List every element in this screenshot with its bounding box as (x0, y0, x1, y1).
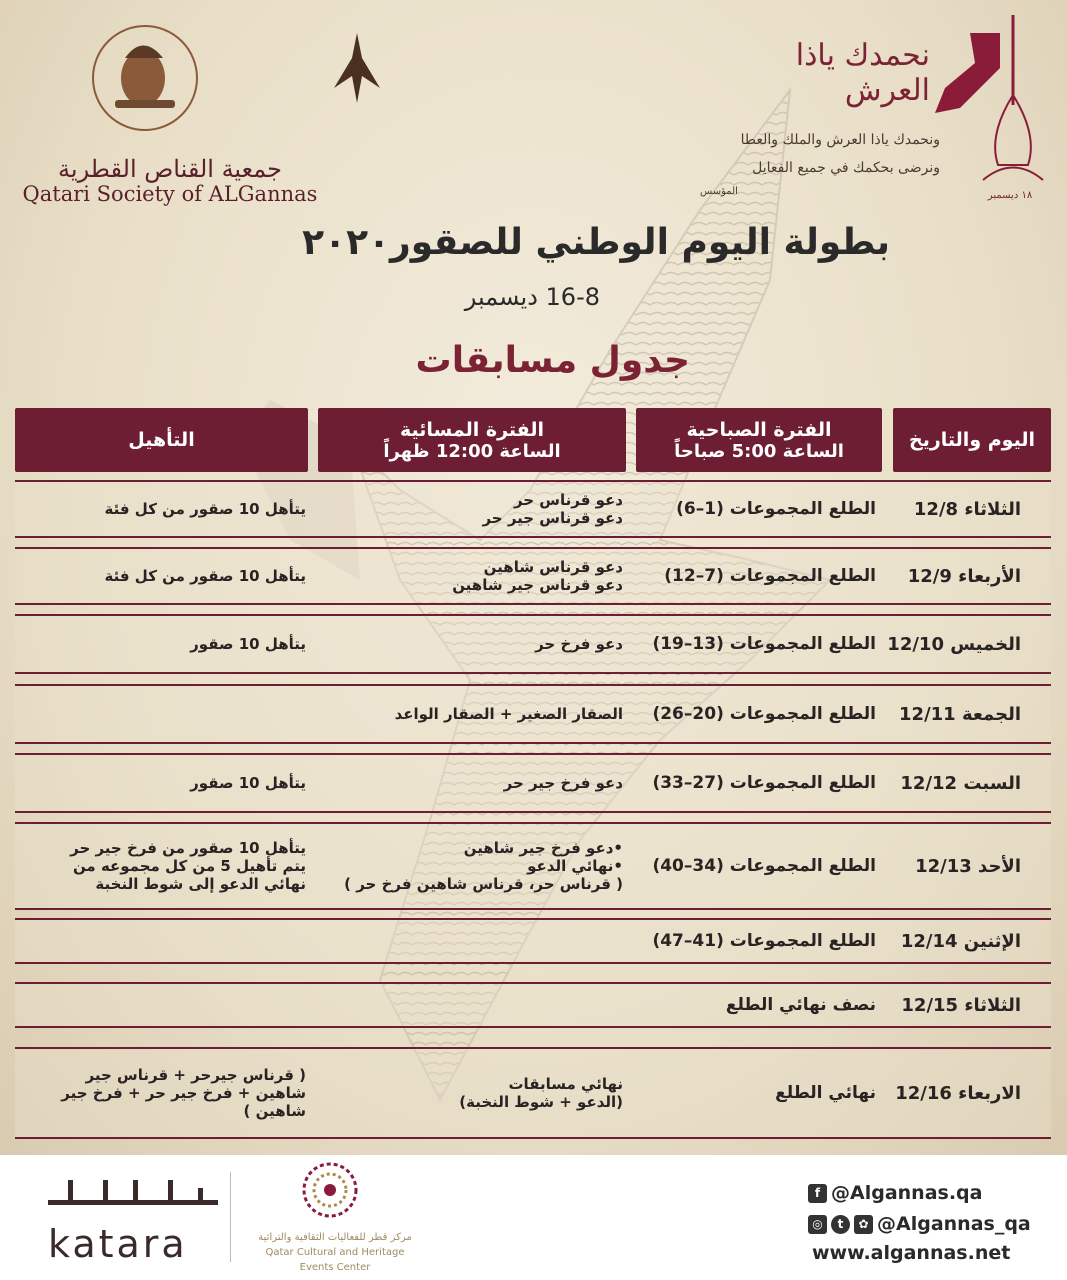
row-evening-line: دعو قرناس جير حر (482, 509, 623, 527)
row-evening-line: (الدعو + شوط النخبة) (459, 1093, 623, 1111)
header-evening-time: الساعة 12:00 ظهراً (383, 440, 561, 462)
date-range: 16-8 ديسمبر (464, 283, 600, 311)
row-morning: نهائي الطلع (775, 1083, 876, 1103)
table-row (15, 547, 1051, 605)
header-morning-label: الفترة الصباحية (686, 418, 832, 441)
qch-name-en-line2: Events Center (299, 1262, 371, 1273)
row-morning: الطلع المجموعات (34–40) (652, 856, 876, 876)
table-row (15, 684, 1051, 744)
row-qualification-line: يتأهل 10 صقور من كل فئة (104, 500, 306, 518)
footer-divider (230, 1172, 231, 1262)
row-day: الثلاثاء 12/15 (901, 994, 1021, 1016)
header-morning-time: الساعة 5:00 صباحاً (674, 440, 844, 462)
row-morning: الطلع المجموعات (27–33) (652, 773, 876, 793)
row-morning: الطلع المجموعات (41–47) (652, 931, 876, 951)
row-morning: الطلع المجموعات (7–12) (664, 566, 876, 586)
row-day: الاربعاء 12/16 (895, 1082, 1021, 1104)
row-day: السبت 12/12 (900, 772, 1021, 794)
algannas-logo-icon (85, 8, 205, 148)
flying-falcon-icon (332, 28, 382, 108)
row-evening-line: •دعو فرخ جير شاهين (463, 839, 623, 857)
row-day: الأربعاء 12/9 (907, 565, 1021, 587)
row-evening-line: دعو قرناس شاهين (483, 558, 623, 576)
row-evening (343, 480, 623, 538)
header-day-label: اليوم والتاريخ (909, 429, 1035, 451)
row-evening-line: الصقار الصغير + الصقار الواعد (394, 705, 623, 723)
row-evening (343, 614, 623, 674)
header-day-date (893, 408, 1051, 472)
championship-title: بطولة اليوم الوطني للصقور٢٠٢٠ (302, 222, 890, 263)
katara-arabic-logo-icon (48, 1178, 218, 1212)
row-morning: الطلع المجموعات (13–19) (652, 634, 876, 654)
facebook-icon: f (808, 1184, 827, 1203)
row-evening-line: دعو فرخ حر (535, 635, 623, 653)
row-evening-line: ( قرناس حر، قرناس شاهين فرخ حر ) (344, 875, 623, 893)
row-qualification (21, 982, 306, 1028)
row-qualification (21, 1047, 306, 1139)
national-day-slogan: نحمدك ياذا العرش (795, 38, 930, 108)
row-qualification (21, 822, 306, 910)
row-qualification-line: يتأهل 10 صقور (190, 635, 306, 653)
row-qualification-line: نهائي الدعو إلى شوط النخبة (95, 875, 306, 893)
row-evening (343, 1047, 623, 1139)
society-name-ar: جمعية القناص القطرية (58, 155, 282, 183)
website-text: www.algannas.net (812, 1242, 1011, 1264)
header-qualification (15, 408, 308, 472)
facebook-handle[interactable] (808, 1182, 982, 1204)
row-qualification (21, 753, 306, 813)
row-evening-line: دعو قرناس جير شاهين (452, 576, 623, 594)
snapchat-icon: ✿ (854, 1215, 873, 1234)
row-day: الإثنين 12/14 (900, 930, 1021, 952)
row-evening-line: دعو فرخ جير حر (503, 774, 623, 792)
schedule-title: جدول مسابقات (415, 340, 690, 381)
poem-signature: المؤسس (700, 186, 738, 197)
row-qualification-line: يتم تأهيل 5 من كل مجموعه من (72, 857, 306, 875)
table-row (15, 480, 1051, 538)
row-evening-line: دعو قرناس حر (513, 491, 623, 509)
table-row (15, 918, 1051, 964)
row-evening (343, 982, 623, 1028)
row-qualification-line: شاهين ) (243, 1102, 306, 1120)
table-row (15, 982, 1051, 1028)
society-name-en: Qatari Society of ALGannas (22, 182, 318, 206)
header-evening (318, 408, 626, 472)
row-evening (343, 918, 623, 964)
poem-line-1: ونحمدك ياذا العرش والملك والعطا (740, 132, 940, 148)
instagram-icon: ◎ (808, 1215, 827, 1234)
table-row (15, 1047, 1051, 1139)
qch-name-en-line1: Qatar Cultural and Heritage (265, 1247, 405, 1258)
row-day: الخميس 12/10 (887, 633, 1021, 655)
header-qualification-label: التأهيل (128, 429, 195, 451)
header-evening-label: الفترة المسائية (400, 418, 544, 441)
poem-line-2: ونرضى بحكمك في جميع الفعايل (752, 160, 940, 176)
national-day-emblem-icon (968, 15, 1058, 215)
table-row (15, 822, 1051, 910)
row-day: الجمعة 12/11 (899, 703, 1021, 725)
row-qualification (21, 918, 306, 964)
row-evening (343, 753, 623, 813)
row-evening-line: •نهائي الدعو (527, 857, 623, 875)
katara-logo-text: katara (48, 1222, 188, 1266)
social-handle[interactable] (808, 1213, 1031, 1235)
row-qualification-line: يتأهل 10 صقور (190, 774, 306, 792)
qch-name-ar: مركز قطر للفعاليات الثقافية والتراثية (258, 1232, 412, 1243)
table-row (15, 614, 1051, 674)
row-qualification-line: ( قرناس جيرحر + قرناس جير (85, 1066, 306, 1084)
row-qualification-line: شاهين + فرخ جير حر + فرخ جير (61, 1084, 306, 1102)
row-evening (343, 822, 623, 910)
twitter-icon: t (831, 1215, 850, 1234)
row-evening (343, 684, 623, 744)
row-morning: الطلع المجموعات (1–6) (676, 499, 876, 519)
table-row (15, 753, 1051, 813)
social-handle-text: @Algannas_qa (877, 1213, 1031, 1235)
row-qualification (21, 480, 306, 538)
row-day: الثلاثاء 12/8 (913, 498, 1021, 520)
row-qualification-line: يتأهل 10 صقور من كل فئة (104, 567, 306, 585)
row-evening-line: نهائي مسابقات (508, 1075, 623, 1093)
row-morning: نصف نهائي الطلع (725, 995, 876, 1015)
row-day: الأحد 12/13 (915, 855, 1021, 877)
header-morning (636, 408, 882, 472)
qatar-cultural-heritage-emblem-icon (300, 1160, 360, 1220)
row-qualification (21, 547, 306, 605)
row-qualification (21, 684, 306, 744)
website-link[interactable] (812, 1242, 1010, 1264)
row-qualification-line: يتأهل 10 صقور من فرخ جير حر (70, 839, 306, 857)
facebook-handle-text: @Algannas.qa (831, 1182, 983, 1204)
row-evening (343, 547, 623, 605)
row-morning: الطلع المجموعات (20–26) (652, 704, 876, 724)
row-qualification (21, 614, 306, 674)
national-day-date: ١٨ ديسمبر (987, 190, 1033, 201)
